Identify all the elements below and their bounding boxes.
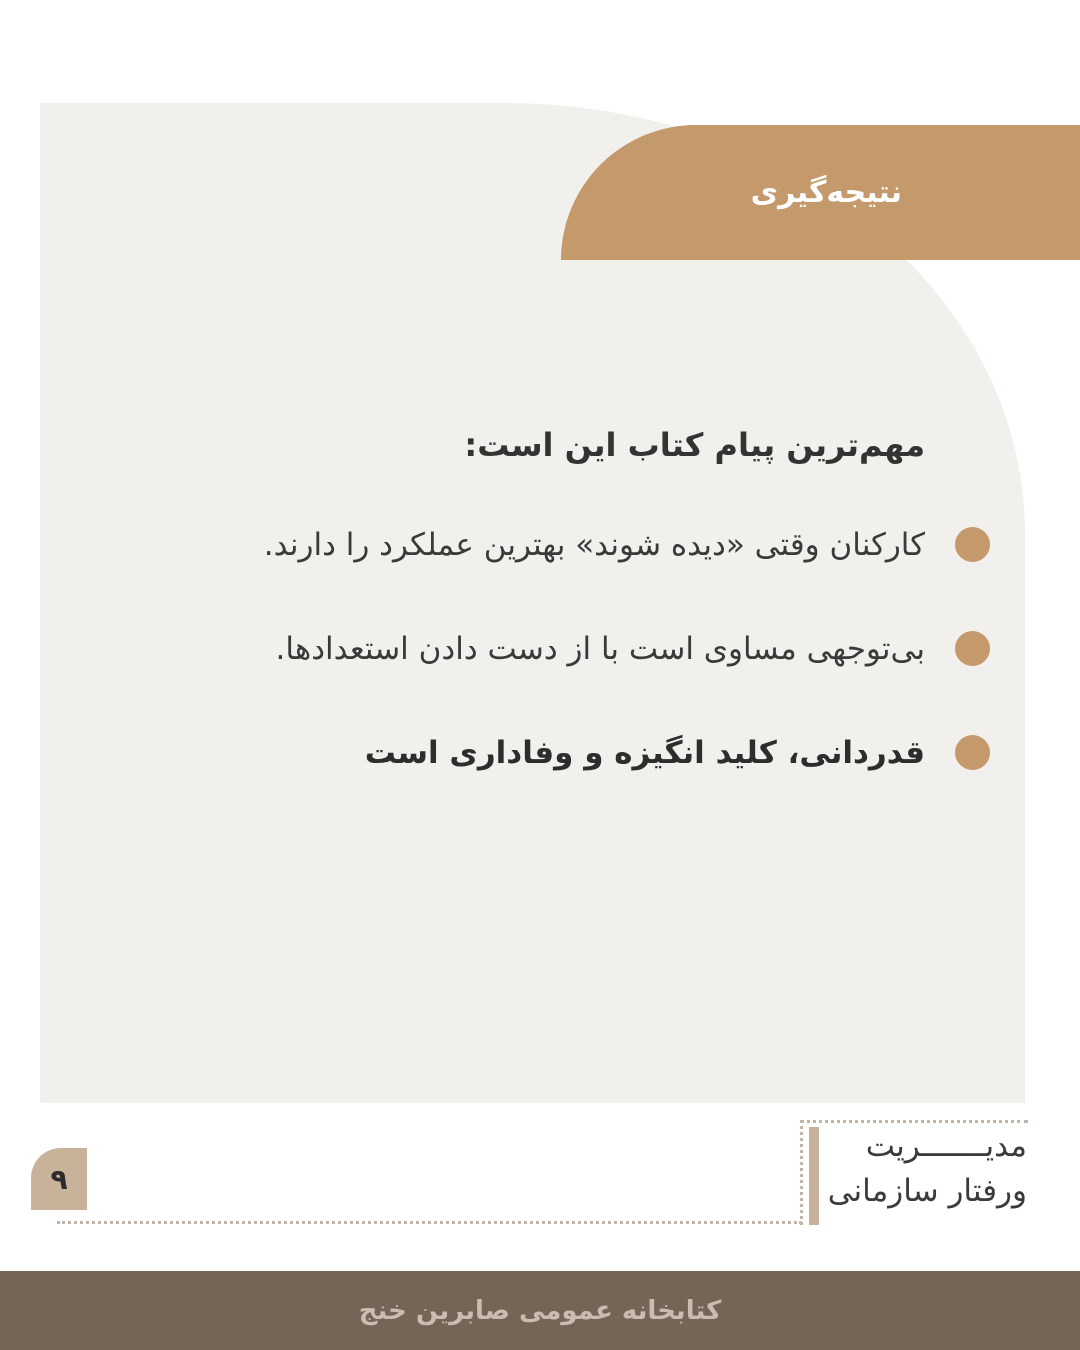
section-title: نتیجه‌گیری: [750, 175, 902, 210]
brand-title-line1: مدیـــــــریت: [865, 1128, 1027, 1164]
page-number-badge: [31, 1148, 87, 1210]
bullet-dot-icon: [955, 527, 990, 562]
page-number: ۹: [50, 1162, 68, 1196]
bullet-text: قدردانی، کلید انگیزه و وفاداری است: [364, 735, 925, 771]
main-content: [165, 415, 925, 827]
bullet-dot-icon: [955, 631, 990, 666]
dotted-divider-vertical: [800, 1120, 803, 1225]
bullet-item: [165, 515, 925, 575]
dotted-divider-top: [800, 1120, 1028, 1123]
lead-heading: مهم‌ترین پیام کتاب این است:: [464, 426, 925, 464]
brand-accent-bar: [809, 1127, 819, 1225]
bullet-item-emphasis: [165, 723, 925, 783]
bullet-list: [165, 515, 925, 783]
footer-bar: [0, 1271, 1080, 1350]
brand-title-line2: ورفتار سازمانی: [827, 1173, 1027, 1209]
dotted-divider: [57, 1221, 802, 1224]
bullet-item: [165, 619, 925, 679]
section-header-tab: [561, 125, 1080, 260]
brand-title: [822, 1126, 1027, 1216]
bullet-dot-icon: [955, 735, 990, 770]
bullet-text: بی‌توجهی مساوی است با از دست دادن استعدادها.: [275, 631, 925, 667]
footer-text: کتابخانه عمومی صابرین خنج: [358, 1295, 722, 1326]
bullet-text: کارکنان وقتی «دیده شوند» بهترین عملکرد را دارند.: [263, 527, 925, 563]
